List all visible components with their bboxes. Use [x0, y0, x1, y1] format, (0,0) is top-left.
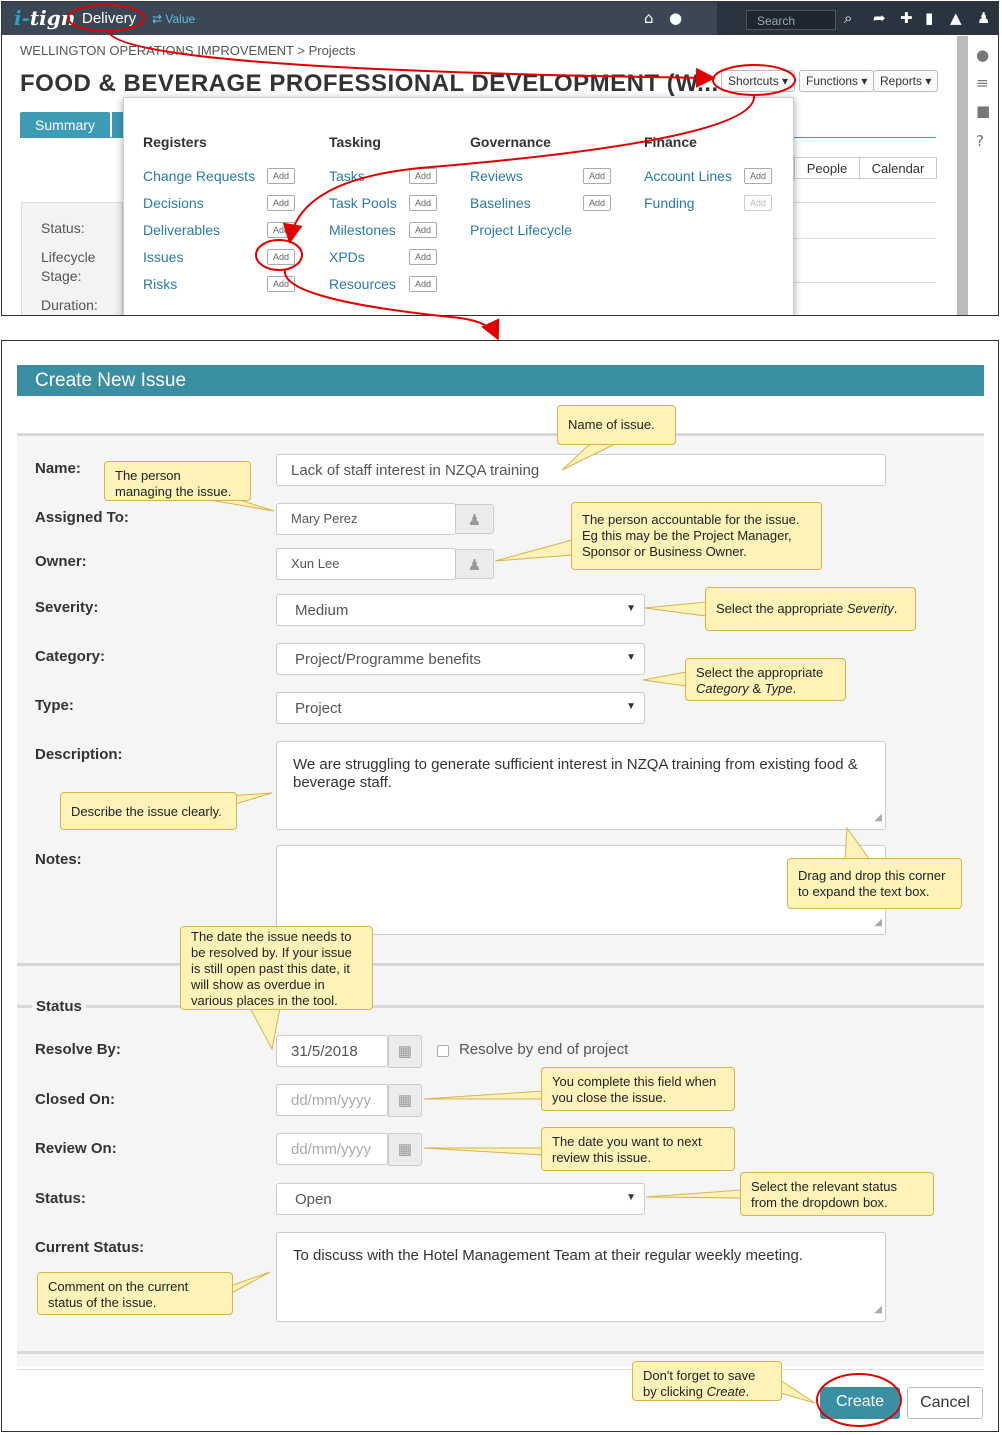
- callout-category: [685, 658, 846, 701]
- status-value: Open: [295, 1191, 332, 1208]
- current-status-label: Current Status:: [35, 1239, 145, 1256]
- status-label: Status:: [35, 1190, 86, 1207]
- callout-text: .: [792, 681, 797, 696]
- add-decision-button[interactable]: Add: [267, 195, 295, 211]
- add-review-button[interactable]: Add: [583, 168, 611, 184]
- resolve-by-label: Resolve By:: [35, 1041, 121, 1058]
- nav-delivery[interactable]: Delivery: [82, 10, 137, 27]
- menu-item-task-pools[interactable]: Task Pools: [329, 195, 397, 211]
- menu-item-resources[interactable]: Resources: [329, 276, 396, 292]
- menu-item-funding[interactable]: Funding: [644, 195, 695, 211]
- add-xpd-button[interactable]: Add: [409, 249, 437, 265]
- governance-heading: Governance: [470, 134, 551, 150]
- caret-down-icon: ▼: [626, 603, 636, 614]
- add-deliverable-button[interactable]: Add: [267, 222, 295, 238]
- nav-value[interactable]: ⇄ Value: [152, 12, 196, 26]
- callout-owner: The person accountable for the issue. Eg this may be the Project Manager, Sponsor or Business Owner.: [571, 502, 822, 570]
- finance-heading: Finance: [644, 134, 697, 150]
- category-value: Project/Programme benefits: [295, 651, 481, 668]
- calendar-button[interactable]: Calendar: [859, 157, 937, 179]
- severity-select[interactable]: [276, 594, 645, 626]
- callout-text: .: [745, 1384, 750, 1399]
- top-navbar: [2, 2, 998, 35]
- menu-item-issues[interactable]: Issues: [143, 249, 184, 265]
- add-funding-button: Add: [744, 195, 772, 211]
- divider: [794, 282, 936, 283]
- itign-logo[interactable]: i-tign: [14, 6, 76, 30]
- divider: [17, 433, 984, 436]
- caret-down-icon: ▼: [626, 701, 636, 712]
- callout-name: Name of issue.: [557, 405, 676, 445]
- home-icon[interactable]: ⌂: [644, 9, 654, 27]
- form-header: Create New Issue: [17, 365, 984, 396]
- resolve-by-input[interactable]: 31/5/2018: [276, 1035, 388, 1067]
- resize-handle-icon[interactable]: ◢: [874, 1304, 882, 1315]
- tab-summary[interactable]: Summary: [20, 112, 110, 138]
- closed-on-input[interactable]: dd/mm/yyyy: [276, 1084, 388, 1116]
- menu-item-xpds[interactable]: XPDs: [329, 249, 365, 265]
- callout-severity: [705, 587, 916, 631]
- category-select[interactable]: [276, 643, 645, 675]
- menu-item-reviews[interactable]: Reviews: [470, 168, 523, 184]
- callout-drag: Drag and drop this corner to expand the text box.: [787, 858, 962, 909]
- closed-on-calendar-button[interactable]: [388, 1084, 422, 1117]
- scrollbar[interactable]: [957, 36, 968, 316]
- person-icon: ♟: [467, 512, 482, 529]
- comment-icon[interactable]: ●: [976, 46, 990, 64]
- description-textarea[interactable]: [276, 741, 886, 830]
- bookmark-icon[interactable]: ▮: [925, 9, 934, 27]
- create-button[interactable]: Create: [820, 1387, 900, 1419]
- people-button[interactable]: People: [794, 157, 860, 179]
- menu-item-tasks[interactable]: Tasks: [329, 168, 365, 184]
- description-label: Description:: [35, 746, 123, 763]
- callout-text: .: [893, 601, 898, 616]
- divider: [794, 202, 936, 203]
- lock-icon[interactable]: ■: [976, 102, 991, 120]
- owner-input[interactable]: Xun Lee: [276, 548, 456, 580]
- menu-item-risks[interactable]: Risks: [143, 276, 178, 292]
- caret-down-icon: ▼: [626, 1192, 636, 1203]
- type-label: Type:: [35, 697, 74, 714]
- add-account-line-button[interactable]: Add: [744, 168, 772, 184]
- duration-label: Duration:: [41, 297, 98, 313]
- callout-closed: You complete this field when you close the issue.: [541, 1067, 735, 1111]
- divider: [17, 1369, 984, 1370]
- name-input[interactable]: Lack of staff interest in NZQA training: [276, 454, 886, 486]
- project-screenshot: [1, 1, 999, 316]
- callout-text: Don't forget to save by clicking: [643, 1368, 756, 1399]
- share-icon[interactable]: ➦: [873, 9, 886, 27]
- menu-item-decisions[interactable]: Decisions: [143, 195, 204, 211]
- callout-save: [632, 1361, 782, 1401]
- callout-text: Create: [706, 1384, 746, 1399]
- globe-icon[interactable]: ●: [669, 9, 683, 27]
- add-baseline-button[interactable]: Add: [583, 195, 611, 211]
- status-label: Status:: [41, 220, 85, 236]
- review-on-calendar-button[interactable]: [388, 1133, 422, 1166]
- callout-text: &: [748, 681, 765, 696]
- severity-label: Severity:: [35, 599, 99, 616]
- menu-item-deliverables[interactable]: Deliverables: [143, 222, 221, 238]
- caret-down-icon: ▼: [626, 652, 636, 663]
- callout-status: Select the relevant status from the dropdown box.: [740, 1172, 934, 1216]
- assigned-to-person-button[interactable]: [455, 504, 494, 534]
- reports-button[interactable]: Reports ▾: [873, 70, 938, 92]
- menu-item-account-lines[interactable]: Account Lines: [644, 168, 732, 184]
- callout-review: The date you want to next review this issue.: [541, 1127, 735, 1171]
- divider: [17, 1005, 984, 1008]
- severity-value: Medium: [295, 602, 349, 619]
- menu-item-project-lifecycle[interactable]: Project Lifecycle: [470, 222, 572, 238]
- add-milestone-button[interactable]: Add: [409, 222, 437, 238]
- functions-button[interactable]: Functions ▾: [799, 70, 874, 92]
- menu-item-change-requests[interactable]: Change Requests: [143, 168, 256, 184]
- type-select[interactable]: [276, 692, 645, 724]
- add-task-pool-button[interactable]: Add: [409, 195, 437, 211]
- lifecycle-label: Lifecycle: [41, 249, 96, 265]
- page-title: FOOD & BEVERAGE PROFESSIONAL DEVELOPMENT (W...: [20, 70, 719, 97]
- callout-current-status: Comment on the current status of the issue.: [37, 1272, 233, 1315]
- add-task-button[interactable]: Add: [409, 168, 437, 184]
- divider: [17, 963, 984, 966]
- status-section-title: Status: [32, 998, 86, 1015]
- category-label: Category:: [35, 648, 106, 665]
- search-input[interactable]: Search: [746, 10, 836, 30]
- menu-item-baselines[interactable]: Baselines: [470, 195, 531, 211]
- stage-label: Stage:: [41, 268, 82, 284]
- callout-text: Select the appropriate: [716, 601, 847, 616]
- callout-text: Severity: [846, 601, 894, 616]
- list-icon[interactable]: ≡: [976, 74, 989, 92]
- add-resource-button[interactable]: Add: [409, 276, 437, 292]
- cancel-button[interactable]: Cancel: [907, 1387, 983, 1419]
- status-select[interactable]: [276, 1183, 645, 1215]
- resize-handle-icon[interactable]: ◢: [874, 812, 882, 823]
- callout-description: Describe the issue clearly.: [60, 792, 237, 830]
- plus-icon[interactable]: ✚: [900, 9, 913, 27]
- divider: [794, 238, 936, 239]
- callout-text: Type: [764, 681, 793, 696]
- user-icon[interactable]: ♟: [977, 9, 991, 27]
- add-change-request-button[interactable]: Add: [267, 168, 295, 184]
- resolve-end-label: Resolve by end of project: [459, 1041, 629, 1058]
- review-on-input[interactable]: dd/mm/yyyy: [276, 1133, 388, 1165]
- bell-icon[interactable]: ▲: [950, 9, 962, 27]
- name-label: Name:: [35, 460, 81, 477]
- resolve-by-calendar-button[interactable]: [388, 1035, 422, 1068]
- calendar-icon: ▦: [397, 1043, 413, 1060]
- current-status-textarea[interactable]: [276, 1232, 886, 1322]
- closed-on-label: Closed On:: [35, 1091, 116, 1108]
- assigned-to-label: Assigned To:: [35, 509, 129, 526]
- add-risk-button[interactable]: Add: [267, 276, 295, 292]
- calendar-icon: ▦: [397, 1141, 413, 1158]
- callout-text: Category: [696, 681, 749, 696]
- summary-panel: [21, 202, 123, 316]
- callout-assigned: The person managing the issue.: [104, 461, 251, 501]
- registers-heading: Registers: [143, 134, 207, 150]
- search-icon[interactable]: ⌕: [844, 9, 853, 27]
- notes-label: Notes:: [35, 851, 82, 868]
- calendar-icon: ▦: [397, 1092, 413, 1109]
- review-on-label: Review On:: [35, 1140, 117, 1157]
- type-value: Project: [295, 700, 342, 717]
- person-icon: ♟: [467, 557, 482, 574]
- owner-label: Owner:: [35, 553, 87, 570]
- breadcrumb[interactable]: WELLINGTON OPERATIONS IMPROVEMENT > Projects: [20, 43, 356, 58]
- tasking-heading: Tasking: [329, 134, 381, 150]
- divider: [17, 1351, 984, 1354]
- current-status-text: To discuss with the Hotel Management Team at their regular weekly meeting.: [293, 1247, 803, 1264]
- add-issue-button[interactable]: Add: [267, 249, 295, 265]
- shortcuts-menu: [123, 97, 794, 316]
- assigned-to-input[interactable]: Mary Perez: [276, 503, 456, 535]
- owner-person-button[interactable]: [455, 549, 494, 579]
- callout-text: Select the appropriate: [696, 665, 824, 680]
- menu-item-milestones[interactable]: Milestones: [329, 222, 396, 238]
- shortcuts-button[interactable]: Shortcuts ▾: [721, 70, 795, 92]
- description-text: We are struggling to generate sufficient interest in NZQA training from existing food & beverage staff.: [293, 756, 858, 791]
- resolve-end-checkbox[interactable]: [437, 1045, 449, 1057]
- help-icon[interactable]: ?: [976, 132, 984, 150]
- resize-handle-icon[interactable]: ◢: [874, 917, 882, 928]
- callout-resolve: The date the issue needs to be resolved by. If your issue is still open past this date, it will show as overdue in various places in the tool.: [180, 926, 373, 1010]
